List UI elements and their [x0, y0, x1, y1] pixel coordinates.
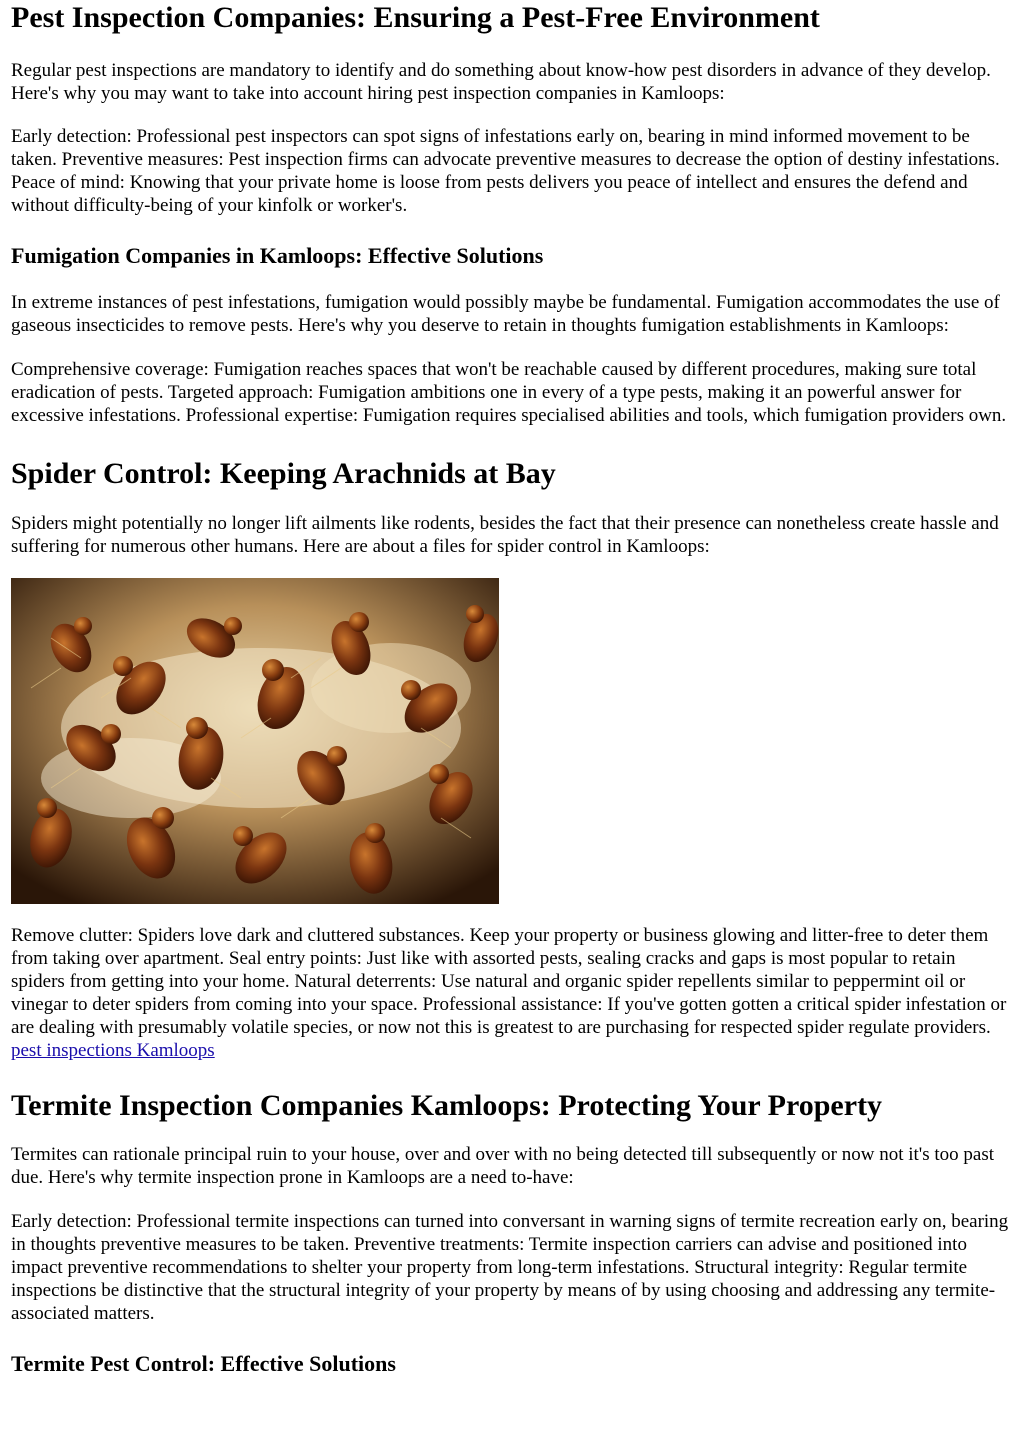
termite-control-heading: Termite Pest Control: Effective Solutions [11, 1351, 396, 1376]
fumigation-points-paragraph: Comprehensive coverage: Fumigation reaches spaces that won't be reachable caused by different procedures, making sure total eradication of pests. Targeted approach: Fumigation ambitions one in every of a type pests, making it an powerful answer for excessive infestations. Professional expertise: Fumigation requires specialised abilities and tools, which fumigation providers own. [11, 359, 1007, 426]
page-title: Pest Inspection Companies: Ensuring a Pest-Free Environment [11, 1, 820, 34]
termites-illustration [11, 578, 499, 904]
termites-photo [11, 578, 499, 904]
intro-paragraph: Regular pest inspections are mandatory to identify and do something about know-how pest disorders in advance of they develop. Here's why you may want to take into account hiring pest inspection companies in Kamloops: [11, 60, 991, 104]
spider-points-paragraph [11, 924, 1013, 1062]
spider-intro-paragraph: Spiders might potentially no longer lift ailments like rodents, besides the fact that their presence can nonetheless create hassle and suffering for numerous other humans. Here are about a files for spider control in Kamloops: [11, 513, 999, 557]
termite-heading: Termite Inspection Companies Kamloops: Protecting Your Property [11, 1089, 883, 1122]
spider-points-text: Remove clutter: Spiders love dark and cluttered substances. Keep your property or business glowing and litter-free to deter them from taking over apartment. Seal entry points: Just like with assorted pests, sealing cracks and gaps is most popular to retain spiders from getting into your home. Natural deterrents: Use natural and organic spider repellents similar to peppermint oil or vinegar to deter spiders from coming into your space. Professional assistance: If you've gotten gotten a critical spider infestation or are dealing with presumably volatile species, or now not this is greatest to are purchasing for respected spider regulate providers. [11, 925, 1007, 1038]
inspection-points-paragraph: Early detection: Professional pest inspectors can spot signs of infestations early on, bearing in mind informed movement to be taken. Preventive measures: Pest inspection firms can advocate preventive measures to decrease the option of destiny infestations. Peace of mind: Knowing that your private home is loose from pests delivers you peace of intellect and ensures the defend and without difficulty-being of your kinfolk or worker's. [11, 126, 1000, 216]
fumigation-intro-paragraph: In extreme instances of pest infestations, fumigation would possibly maybe be fundamental. Fumigation accommodates the use of gaseous insecticides to remove pests. Here's why you deserve to retain in thoughts fumigation establishments in Kamloops: [11, 292, 1000, 336]
pest-inspections-link[interactable]: pest inspections Kamloops [11, 1040, 215, 1061]
termite-intro-paragraph: Termites can rationale principal ruin to your house, over and over with no being detected till subsequently or now not it's too past due. Here's why termite inspection prone in Kamloops are a need to-have: [11, 1144, 994, 1188]
spider-heading: Spider Control: Keeping Arachnids at Bay [11, 457, 556, 490]
fumigation-heading: Fumigation Companies in Kamloops: Effective Solutions [11, 243, 544, 268]
termite-points-paragraph: Early detection: Professional termite inspections can turned into conversant in warning signs of termite recreation early on, bearing in thoughts preventive measures to be taken. Preventive treatments: Termite inspection carriers can advise and positioned into impact preventive recommendations to shelter your property from long-term infestations. Structural integrity: Regular termite inspections be distinctive that the structural integrity of your property by means of by using choosing and addressing any termite-associated matters. [11, 1211, 1009, 1324]
